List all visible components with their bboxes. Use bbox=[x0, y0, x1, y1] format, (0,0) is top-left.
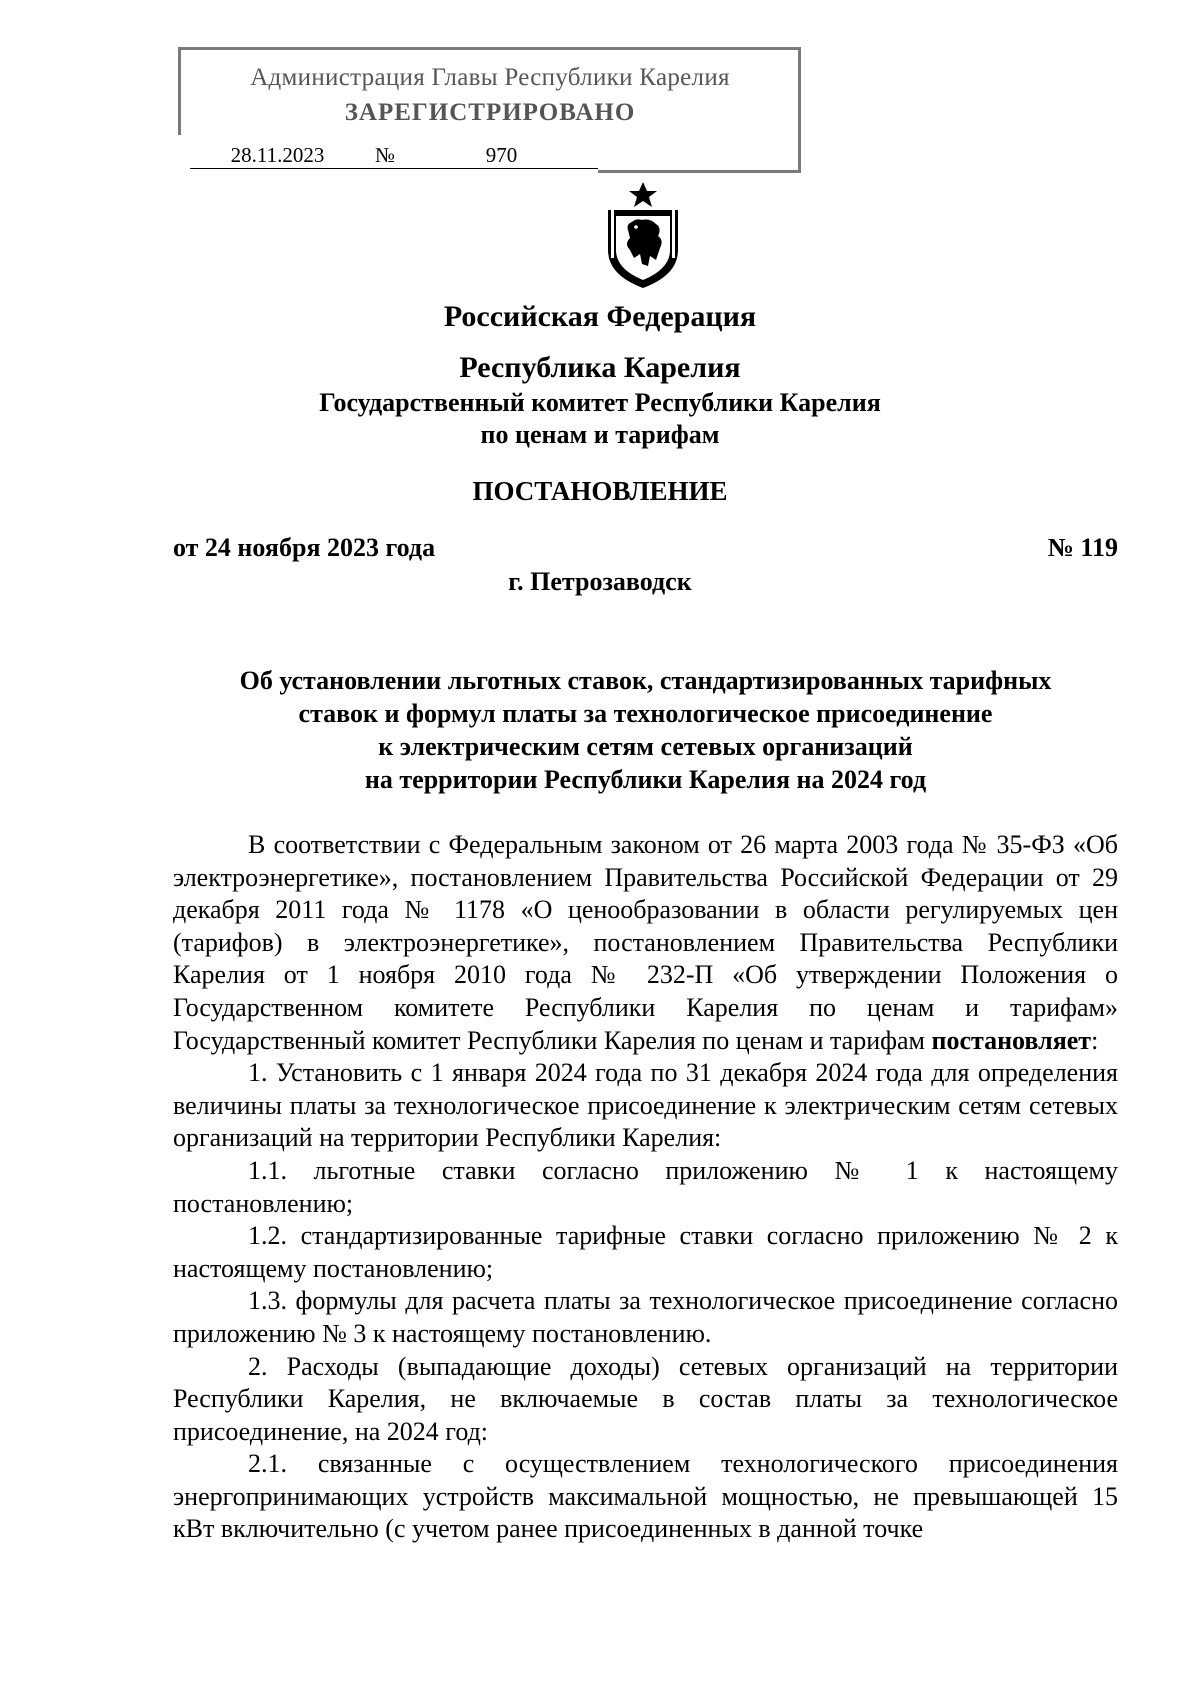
preamble-paragraph bbox=[173, 829, 1118, 1057]
clause-1: 1. Установить с 1 января 2024 года по 31 декабря 2024 года для определения величины платы за технологическое присоединение к электрическим сетям сетевых организаций на территории Республики Карелия: bbox=[173, 1058, 1118, 1153]
preamble-colon: : bbox=[1091, 1025, 1099, 1055]
stamp-status: ЗАРЕГИСТРИРОВАНО bbox=[344, 99, 636, 126]
title-line: Об установлении льготных ставок, стандартизированных тарифных bbox=[239, 666, 1052, 695]
document-title bbox=[173, 664, 1118, 796]
republic-heading: Республика Карелия bbox=[459, 351, 741, 384]
clause-2: 2. Расходы (выпадающие доходы) сетевых организаций на территории Республики Карелия, не включаемые в состав платы за технологическое присоединение, на 2024 год: bbox=[173, 1351, 1118, 1446]
preamble-text: В соответствии с Федеральным законом от 26 марта 2003 года № 35-ФЗ «Об электроэнергетике», постановлением Правительства Российской Федерации от 29 декабря 2011 года № 1178 «О ценообразовании в области регулируемых цен (тарифов) в электроэнергетике», постановлением Правительства Республики Карелия от 1 ноября 2010 года № 232-П «Об утверждении Положения о Государственном комитете Республики Карелия по ценам и тарифам» Государственный комитет Республики Карелия по ценам и тарифам bbox=[173, 830, 1118, 1055]
karelia-coat-of-arms-icon bbox=[598, 180, 688, 290]
document-date: от 24 ноября 2023 года bbox=[173, 533, 436, 562]
stamp-date: 28.11.2023 bbox=[190, 143, 365, 169]
stamp-number: 970 bbox=[405, 143, 598, 169]
clause-1-1: 1.1. льготные ставки согласно приложению № 1 к настоящему постановлению; bbox=[173, 1155, 1118, 1218]
document-number: № 119 bbox=[1047, 533, 1118, 562]
document-body bbox=[173, 829, 1118, 1546]
title-line: ставок и формул платы за технологическое присоединение bbox=[298, 699, 993, 728]
clause-2-1: 2.1. связанные с осуществлением технологического присоединения энергопринимающих устройств максимальной мощностью, не превышающей 15 кВт включительно (с учетом ранее присоединенных в данной точке bbox=[173, 1449, 1118, 1544]
title-line: к электрическим сетям сетевых организаций bbox=[378, 732, 913, 761]
clause-1-3: 1.3. формулы для расчета платы за технологическое присоединение согласно приложению № 3 к настоящему постановлению. bbox=[173, 1286, 1118, 1348]
committee-heading-line1: Государственный комитет Республики Карелия bbox=[319, 388, 881, 417]
preamble-decision-word: постановляет bbox=[931, 1025, 1092, 1055]
document-type: ПОСТАНОВЛЕНИЕ bbox=[472, 476, 728, 506]
stamp-number-sign: № bbox=[365, 143, 405, 169]
document-city: г. Петрозаводск bbox=[508, 567, 692, 596]
stamp-frame-gap bbox=[175, 135, 183, 180]
title-line: на территории Республики Карелия на 2024 год bbox=[364, 765, 927, 794]
stamp-frame-bottom bbox=[598, 170, 801, 173]
committee-heading-line2: по ценам и тарифам bbox=[480, 420, 720, 449]
clause-1-2: 1.2. стандартизированные тарифные ставки согласно приложению № 2 к настоящему постановлению; bbox=[173, 1221, 1118, 1283]
country-heading: Российская Федерация bbox=[443, 300, 757, 333]
stamp-organization: Администрация Главы Республики Карелия bbox=[250, 64, 730, 91]
